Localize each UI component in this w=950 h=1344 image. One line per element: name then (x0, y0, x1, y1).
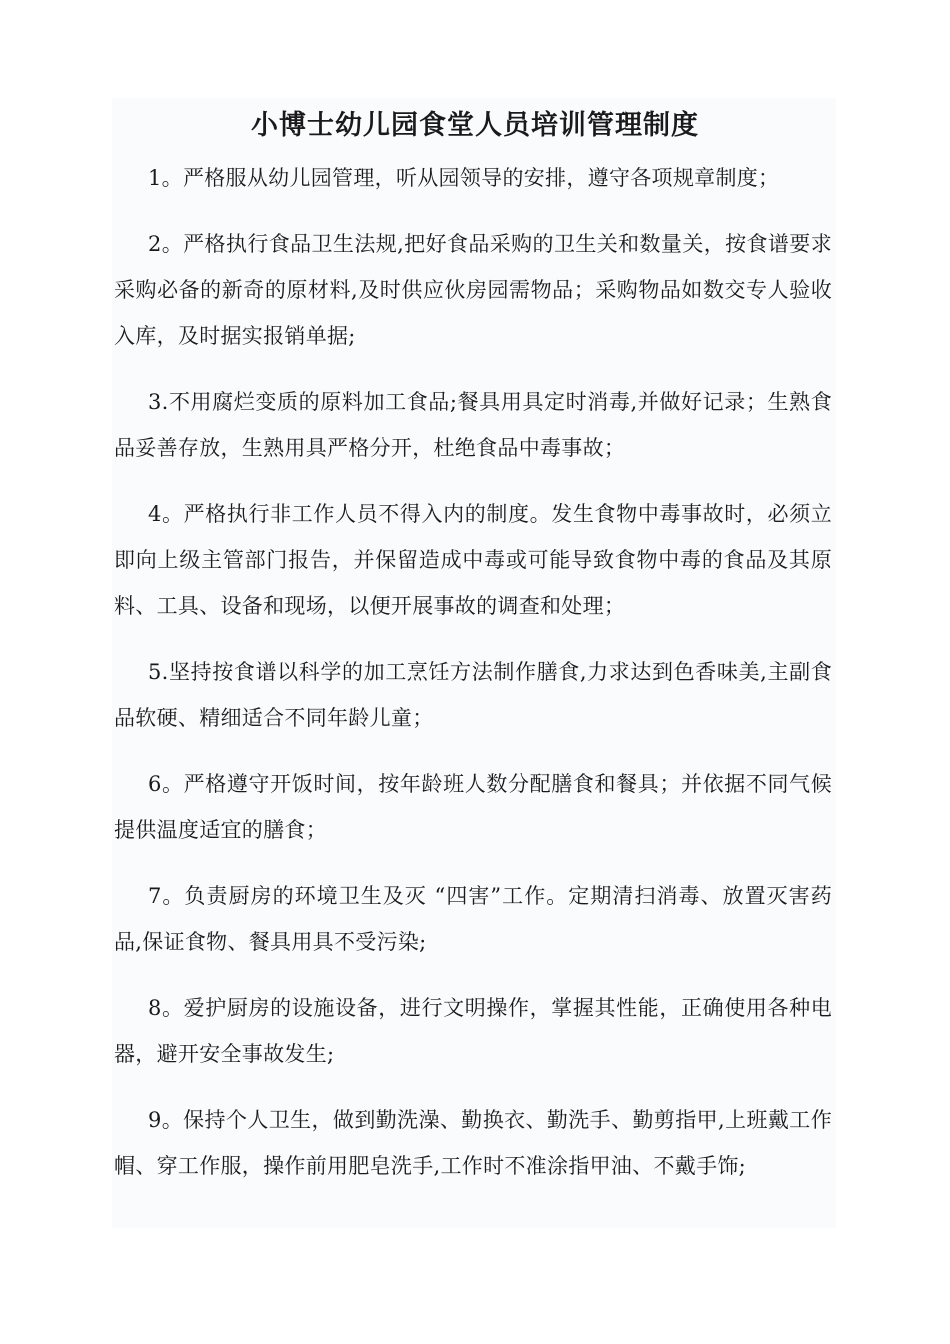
paragraph-4: 4。严格执行非工作人员不得入内的制度。发生食物中毒事故时，必须立即向上级主管部门报告，并保留造成中毒或可能导致食物中毒的食品及其原料、工具、设备和现场，以便开展事故的调查和处理； (114, 502, 832, 618)
paragraph-1: 1。严格服从幼儿园管理，听从园领导的安排，遵守各项规章制度； (148, 166, 780, 190)
paragraph-5: 5.坚持按食谱以科学的加工烹饪方法制作膳食,力求达到色香味美,主副食品软硬、精细适合不同年龄儿童； (114, 660, 832, 730)
document-title: 小博士幼儿园食堂人员培训管理制度 (251, 110, 699, 141)
paragraph-2: 2。严格执行食品卫生法规,把好食品采购的卫生关和数量关，按食谱要求采购必备的新奇的原材料,及时供应伙房园需物品；采购物品如数交专人验收入库，及时据实报销单据; (114, 232, 832, 348)
document-body (114, 155, 832, 1209)
paragraph-9: 9。保持个人卫生，做到勤洗澡、勤换衣、勤洗手、勤剪指甲,上班戴工作帽、穿工作服，操作前用肥皂洗手,工作时不准涂指甲油、不戴手饰; (114, 1108, 832, 1178)
paragraph-6: 6。严格遵守开饭时间，按年龄班人数分配膳食和餐具；并依据不同气候提供温度适宜的膳食； (114, 772, 832, 842)
paragraph-3: 3.不用腐烂变质的原料加工食品;餐具用具定时消毒,并做好记录；生熟食品妥善存放，生熟用具严格分开，杜绝食品中毒事故； (114, 390, 832, 460)
paragraph-8: 8。爱护厨房的设施设备，进行文明操作，掌握其性能，正确使用各种电器，避开安全事故发生; (114, 996, 832, 1066)
paragraph-7: 7。负责厨房的环境卫生及灭 “四害”工作。定期清扫消毒、放置灭害药品,保证食物、餐具用具不受污染; (114, 884, 832, 954)
